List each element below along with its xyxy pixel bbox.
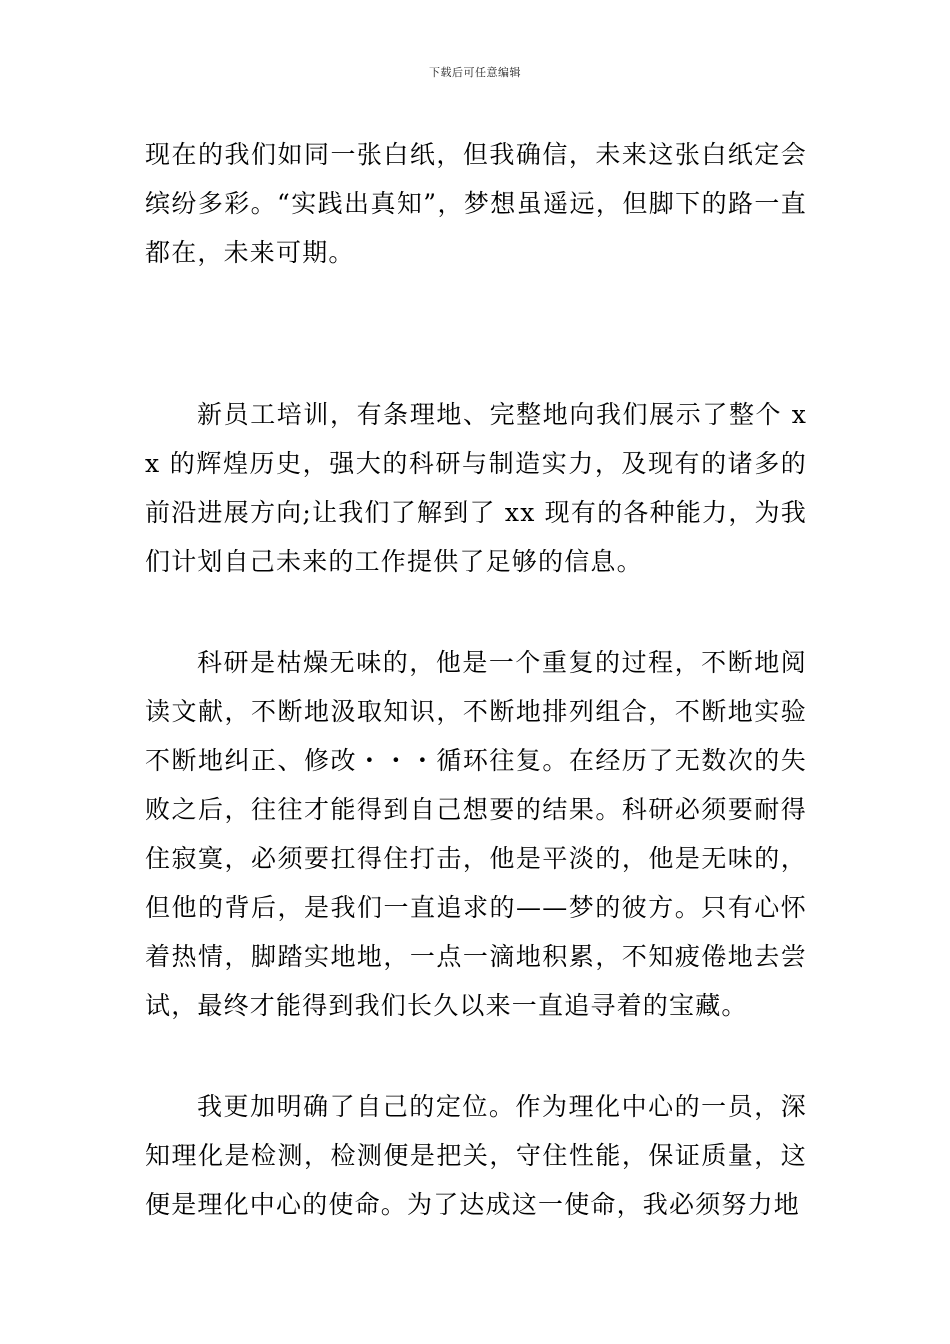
paragraph-1: 现在的我们如同一张白纸，但我确信，未来这张白纸定会缤纷多彩。“实践出真知”，梦想虽遥远，但脚下的路一直都在，未来可期。: [145, 140, 807, 267]
document-body: [145, 130, 807, 1229]
paragraph-3: 科研是枯燥无味的，他是一个重复的过程，不断地阅读文献，不断地汲取知识，不断地排列组合，不断地实验不断地纠正、修改・・・循环往复。在经历了无数次的失败之后，往往才能得到自己想要的结果。科研必须要耐得住寂寞，必须要扛得住打击，他是平淡的，他是无味的，但他的背后，是我们一直追求的——梦的彼方。只有心怀着热情，脚踏实地地，一点一滴地积累，不知疲倦地去尝试，最终才能得到我们长久以来一直追寻着的宝藏。: [145, 648, 807, 1020]
paragraph-4: 我更加明确了自己的定位。作为理化中心的一员，深知理化是检测，检测便是把关，守住性能，保证质量，这便是理化中心的使命。为了达成这一使命，我必须努力地: [145, 1092, 807, 1219]
paragraph-2: 新员工培训，有条理地、完整地向我们展示了整个 xx 的辉煌历史，强大的科研与制造实力，及现有的诸多的前沿进展方向;让我们了解到了 xx 现有的各种能力，为我们计划自己未来的工作提供了足够的信息。: [145, 400, 807, 576]
page-header-note: 下载后可任意编辑: [429, 66, 521, 79]
